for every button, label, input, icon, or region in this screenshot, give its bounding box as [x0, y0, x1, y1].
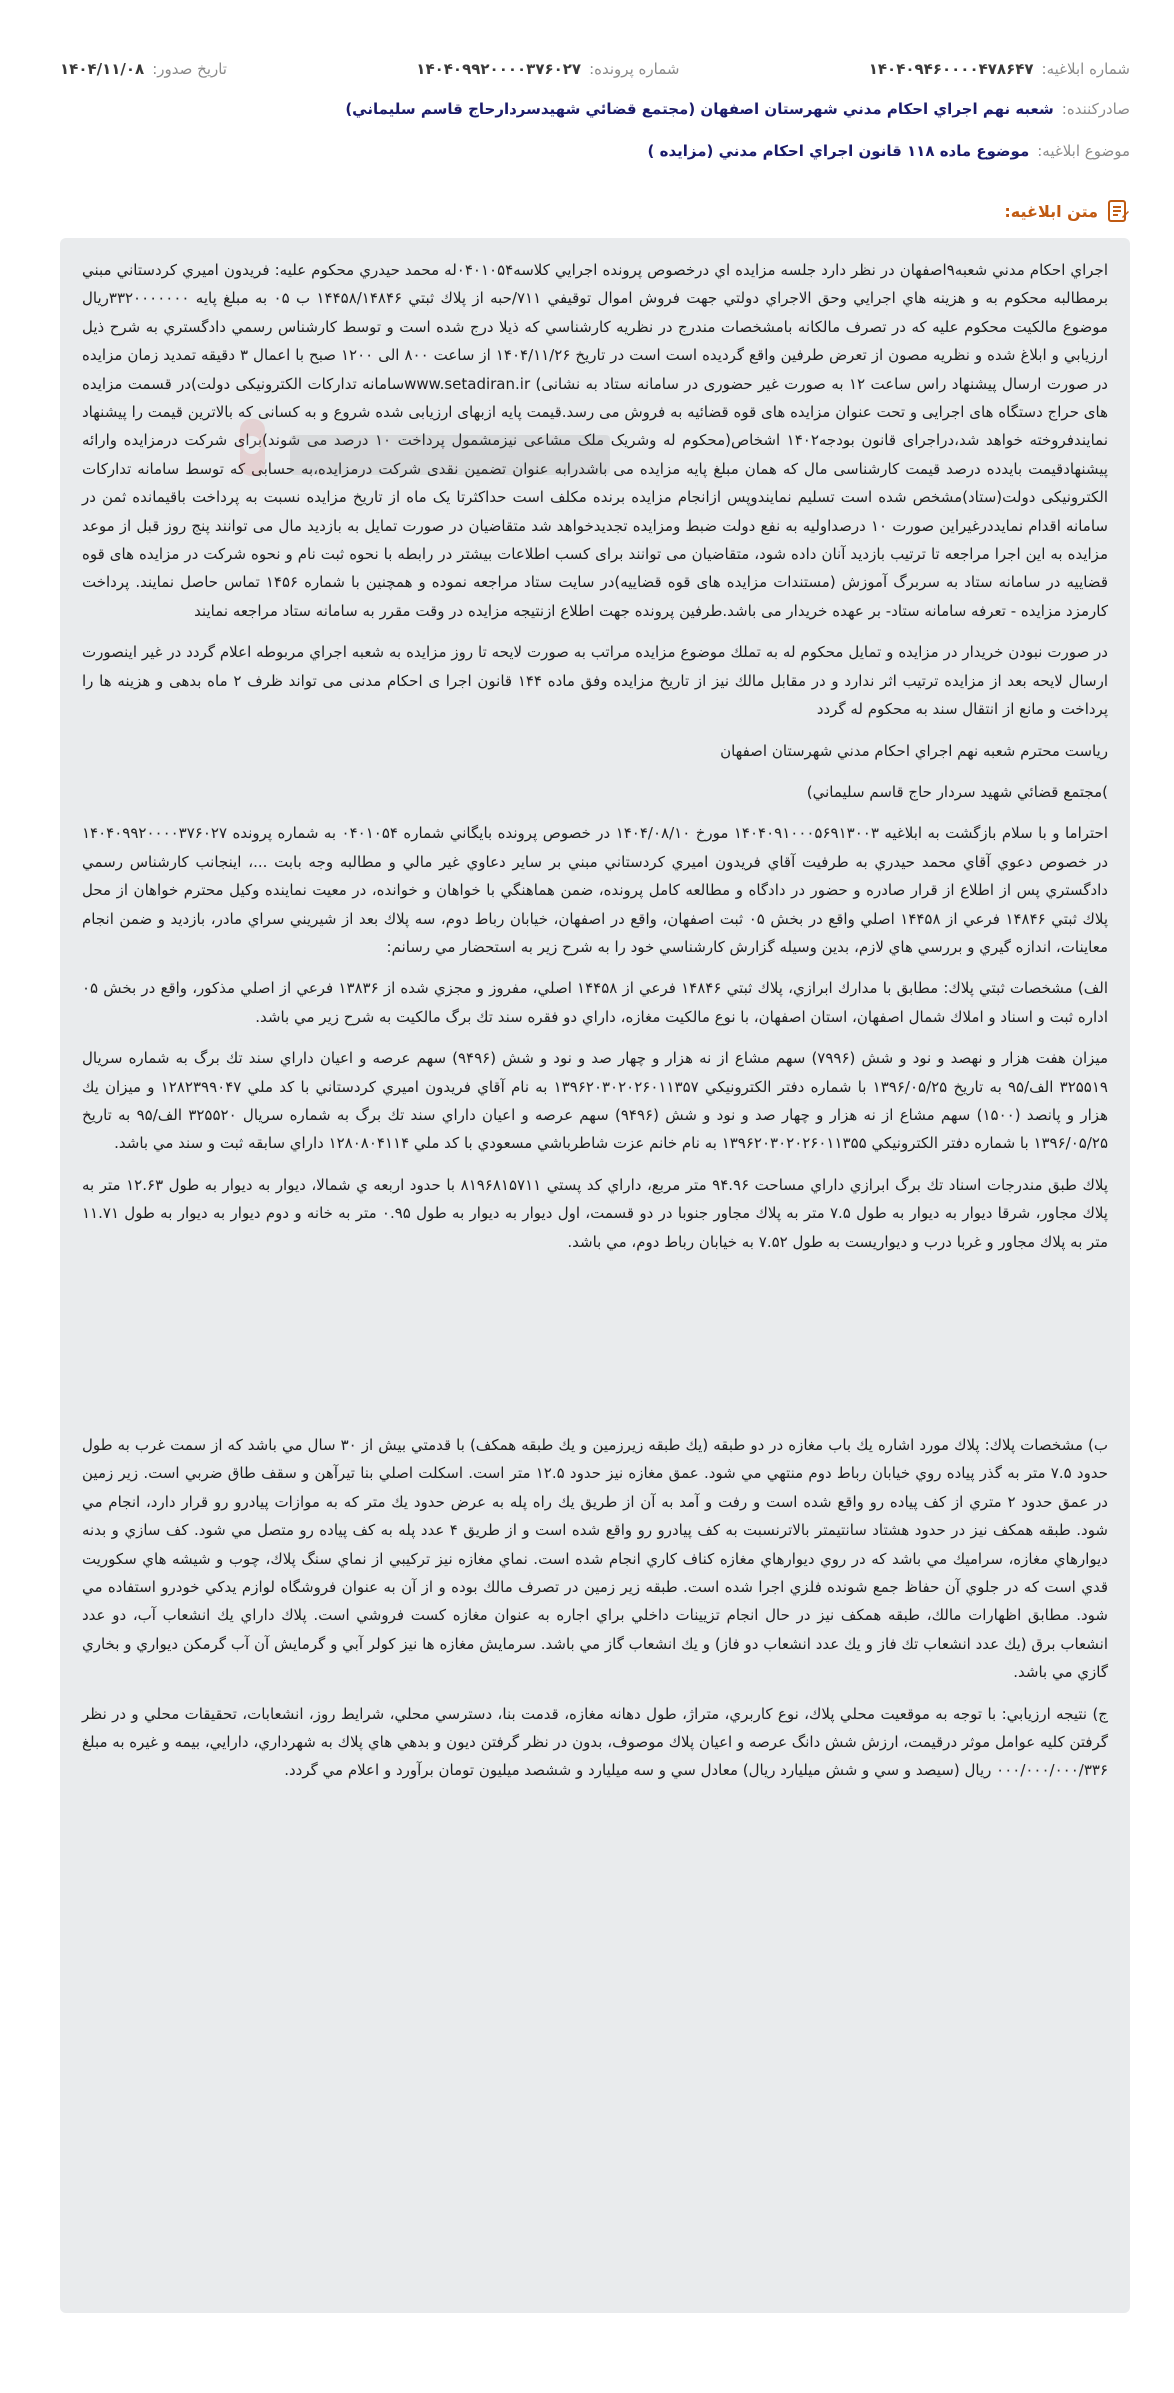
issue-date-value: ۱۴۰۴/۱۱/۰۸	[60, 60, 145, 78]
issue-date-label: تاريخ صدور:	[152, 60, 227, 78]
valuation-result-paragraph: ج) نتيجه ارزيابي: با توجه به موقعيت محلي پلاك، نوع كاربري، متراژ، طول دهانه مغازه، قدمت بنا، دسترسي محلي، شرايط روز، انشعابات، تحقيقات محلي و در نظر گرفتن كليه عوامل موثر درقيمت، ارزش شش دانگ عرصه و اعيان پلاك موصوف، بدون در نظر گرفتن ديون و بدهي هاي پلاك به شهرداري، دارايي، بيمه و غيره به مبلغ ۰۰۰/۰۰۰/۰۰۰/۳۳۶ ريال (سيصد و سي و شش ميليارد ريال) معادل سي و سه ميليارد و ششصد ميليون تومان برآورد و اعلام مي گردد.	[82, 1704, 1108, 1780]
notice-text-heading-label: متن ابلاغیه:	[1004, 201, 1098, 221]
notice-text-heading	[1004, 198, 1130, 224]
sender-label: صادركننده:	[1061, 100, 1130, 118]
case-number-label: شماره پرونده:	[589, 60, 680, 78]
subject-line	[60, 142, 1130, 160]
property-specs-paragraph: ب) مشخصات پلاك: پلاك مورد اشاره يك باب مغازه در دو طبقه (يك طبقه زيرزمين و يك طبقه همكف) با قدمتي بيش از ۳۰ سال مي باشد كه از سمت غرب به طول حدود ۷.۵ متر به گذر پياده روي خيابان رباط دوم منتهي مي شود. عمق مغازه نيز حدود ۱۲.۵ متر است. اسكلت اصلي بنا تيرآهن و سقف طاق ضربي است. زير زمين در عمق حدود ۲ متري از كف پياده رو واقع شده است و رفت و آمد به آن از طريق يك راه پله به عرض حدود يك متر كه به موازات پيادرو رو قرار دارد، انجام مي شود. طبقه همكف نيز در حدود هشتاد سانتيمتر بالاترنسبت به كف پيادرو رو واقع شده است و از طريق ۴ عدد پله به كف پياده رو متصل مي شود. كف سازي و بدنه ديوارهاي مغازه، سراميك مي باشد كه در روي ديوارهاي مغازه كناف كاري انجام شده است. نماي مغازه نيز تركيبي از نماي سنگ پلاك، چوب و شيشه هاي سكوريت قدي است كه در جلوي آن حفاظ جمع شونده فلزي اجرا شده است. طبقه زير زمين در تصرف مالك بوده و از آن به عنوان فروشگاه لوازم يدكي خودرو استفاده مي شود. مطابق اظهارات مالك، طبقه همكف نيز در حال انجام تزيينات داخلي براي اجاره به عنوان مغازه كست فروشي است. پلاك داراي يك انشعاب آب، دو عدد انشعاب برق (يك عدد انشعاب تك فاز و يك عدد انشعاب دو فاز) و يك انشعاب گاز مي باشد. سرمايش مغازه ها نيز كولر آبي و گرمايش آن آب گرمكن ديواري و بخاري گازي مي باشد.	[82, 1436, 1109, 1682]
subject-label: موضوع ابلاغيه:	[1037, 142, 1130, 160]
auction-announcement-paragraph: اجراي احكام مدني شعبه۹اصفهان در نظر دارد جلسه مزايده اي درخصوص پرونده اجرايي كلاسه۰۴۰۱۰۵۴له محمد حيدري محكوم عليه: فريدون اميري كردستاني مبني برمطالبه محكوم به و هزينه هاي اجرايي وحق الاجراي دولتي جهت فروش اموال توقيفي ۷۱۱/حبه از پلاك ثبتي ۱۴۴۵۸/۱۴۸۴۶ ب ۰۵ به مبلغ پايه ۳۳۲۰۰۰۰۰۰۰ريال موضوع مالكيت محكوم عليه كه در تصرف مالكانه بامشخصات مندرج در نظريه كارشناسي كه ذيلا درج شده است و توسط كارشناس رسمي دادگستري به شرح ذيل ارزيابي و ابلاغ شده و نظريه مصون از تعرض طرفين واقع گرديده است است در تاريخ ۱۴۰۴/۱۱/۲۶ از ساعت ۸۰۰ الی ۱۲۰۰ صبح با اعمال ۳ دقيقه تمديد زمان مزايده در صورت ارسال پيشنهاد راس ساعت ۱۲ به صورت غير حضوری در سامانه ستاد به نشانی) www.setadiran.irسامانه تدارکات الکترونيکی دولت)در قسمت مزايده های حراج دستگاه های اجرايی و تحت عنوان مزايده های قوه قضائيه به فروش می رسد.قيمت پايه ازبهای ارزيابی شده شروع و به کسانی که بالاترين قيمت را پيشنهاد نمايندفروخته خواهد شد،دراجرای قانون بودجه۱۴۰۲ اشخاص(محکوم له وشريک ملک مشاعی نيزمشمول پرداخت ۱۰ درصد می شوند)برای شرکت درمزايده وارائه پيشنهادقيمت بايدده درصد قيمت کارشناسی مال که همان مبلغ پايه مزايده می باشدرابه عنوان تضمين نقدی شرکت درمزايده،به حسابی که توسط سامانه تدارکات الکترونيکی دولت(ستاد)مشخص شده است تسليم نمايندوپس ازانجام مزايده برنده مکلف است حداکثرتا يک ماه از تاريخ مزايده نسبت به پرداخت باقيمانده ثمن در سامانه اقدام نمايددرغيراين صورت ۱۰ درصداوليه به نفع دولت ضبط ومزايده تجديدخواهد شد متقاضيان در صورت تمايل به بازديد مال می توانند پنج روز قبل از موعد مزايده به اين اجرا مراجعه تا ترتيب بازديد آنان داده شود، متقاضيان می توانند برای کسب اطلاعات بيشتر در رابطه با نحوه ثبت نام و نحوه شرکت در مزايده های قوه قضاييه در سامانه ستاد به سربرگ آموزش (مستندات مزايده های قوه قضاييه)در سايت ستاد مراجعه نموده و همچنين با شماره ۱۴۵۶ تماس حاصل نمايند. پرداخت کارمزد مزايده - تعرفه سامانه ستاد- بر عهده خريدار می باشد.طرفين پرونده جهت اطلاع ازنتيجه مزايده در وقت مقرر به سامانه ستاد مراجعه نمايند	[82, 261, 1108, 620]
no-buyer-paragraph: در صورت نبودن خريدار در مزايده و تمايل محكوم له به تملك موضوع مزايده مراتب به صورت لايحه تا روز مزايده به شعبه اجراي مربوطه اعلام گردد در غير اينصورت ارسال لايحه بعد از مزايده ترتيب اثر ندارد و در مقابل مالك نيز از تاريخ مزايده وفق ماده ۱۴۴ قانون اجرا ی احکام مدنی می تواند ظرف ۲ ماه بدهی و هزينه ها را پرداخت و مانع از انتقال سند به محکوم له گردد	[82, 643, 1108, 719]
sender-value: شعبه نهم اجراي احكام مدني شهرستان اصفهان (مجتمع قضائي شهيدسردارحاج قاسم سليماني)	[345, 100, 1054, 118]
notice-number	[869, 60, 1130, 78]
addressee-paragraph: رياست محترم شعبه نهم اجراي احكام مدني شهرستان اصفهان	[720, 741, 1108, 760]
subject-value: موضوع ماده ۱۱۸ قانون اجراي احكام مدني (مزايده )	[647, 142, 1030, 160]
court-complex-paragraph: )مجتمع قضائي شهيد سردار حاج قاسم سليماني)	[806, 782, 1108, 801]
boundaries-paragraph: پلاك طبق مندرجات اسناد تك برگ ابرازي داراي مساحت ۹۴.۹۶ متر مربع، داراي كد پستي ۸۱۹۶۸۱۵۷۱۱ با حدود اربعه ي شمالا، ديوار به ديوار به طول ۱۲.۶۳ متر به پلاك مجاور، شرقا ديوار به ديوار به طول ۷.۵ متر به پلاك مجاور جنوبا در دو قسمت، اول ديوار به ديوار به طول ۰.۹۵ متر به خانه و دوم ديوار به ديوار به طول ۱۱.۷۱ متر به پلاك مجاور و غربا درب و ديواريست به طول ۷.۵۲ به خيابان رباط دوم، مي باشد.	[82, 1175, 1109, 1251]
issue-date	[60, 60, 227, 78]
case-number-value: ۱۴۰۴۰۹۹۲۰۰۰۰۳۷۶۰۲۷	[416, 60, 582, 78]
expert-intro-paragraph: احتراما و با سلام بازگشت به ابلاغيه ۱۴۰۴۰۹۱۰۰۰۵۶۹۱۳۰۰۳ مورخ ۱۴۰۴/۰۸/۱۰ در خصوص پرونده بايگاني شماره ۰۴۰۱۰۵۴ به شماره پرونده ۱۴۰۴۰۹۹۲۰۰۰۰۳۷۶۰۲۷ در خصوص دعوي آقاي محمد حيدري به طرفيت آقاي فريدون اميري كردستاني مبني بر ساير دعاوي غير مالي و مطالبه وجه بابت ...، اينجانب كارشناس رسمي دادگستري پس از اطلاع از قرار صادره و حضور در دادگاه و مطالعه كامل پرونده، ضمن هماهنگي با خواهان و خوانده، در معيت نماينده وكيل محترم خواهان از محل پلاك ثبتي ۱۴۸۴۶ فرعي از ۱۴۴۵۸ اصلي واقع در بخش ۰۵ ثبت اصفهان، واقع در اصفهان، خيابان رباط دوم، سه پلاك بعد از شيريني سراي مادر، بازديد و ضمن انجام معاينات، اندازه گيري و بررسي هاي لازم، بدين وسيله گزارش كارشناسي خود را به شرح زير به استحضار مي رسانم:	[82, 824, 1108, 956]
ownership-shares-paragraph: ميزان هفت هزار و نهصد و نود و شش (۷۹۹۶) سهم مشاع از نه هزار و چهار صد و نود و شش (۹۴۹۶) سهم عرصه و اعيان داراي سند تك برگ به شماره سريال ۳۲۵۵۱۹ الف/۹۵ به تاريخ ۱۳۹۶/۰۵/۲۵ با شماره دفتر الكترونيكي ۱۳۹۶۲۰۳۰۲۰۲۶۰۱۱۳۵۷ به نام آقاي فريدون اميري كردستاني با كد ملي ۱۲۸۲۳۹۹۰۴۷ و ميزان يك هزار و پانصد (۱۵۰۰) سهم مشاع از نه هزار و چهار صد و نود و شش (۹۴۹۶) سهم عرصه و اعيان داراي سند تك برگ به شماره سريال ۳۲۵۵۲۰ الف/۹۵ به تاريخ ۱۳۹۶/۰۵/۲۵ با شماره دفتر الكترونيكي ۱۳۹۶۲۰۳۰۲۰۲۶۰۱۱۳۵۵ به نام خانم عزت شاطرباشي مسعودي با كد ملي ۱۲۸۰۸۰۴۱۱۴ داراي سابقه ثبت و سند مي باشد.	[82, 1049, 1108, 1153]
header-meta-row	[60, 58, 1130, 80]
notice-number-value: ۱۴۰۴۰۹۴۶۰۰۰۰۴۷۸۶۴۷	[868, 60, 1034, 78]
notice-number-label: شماره ابلاغيه:	[1041, 60, 1130, 78]
case-number	[416, 60, 679, 78]
sender-line	[60, 100, 1130, 118]
blank-space	[82, 1269, 1108, 1431]
registration-details-paragraph: الف) مشخصات ثبتي پلاك: مطابق با مدارك ابرازي، پلاك ثبتي ۱۴۸۴۶ فرعي از ۱۴۴۵۸ اصلي، مفروز و مجزي شده از ۱۳۸۳۶ فرعي از اصلي مذكور، واقع در بخش ۰۵ اداره ثبت و اسناد و املاك شمال اصفهان، استان اصفهان، با نوع مالكيت مغازه، داراي دو فقره سند تك برگ مالكيت به شرح زير مي باشد.	[82, 979, 1108, 1026]
notice-body-panel	[60, 238, 1130, 2313]
notice-document-icon	[1106, 198, 1130, 224]
